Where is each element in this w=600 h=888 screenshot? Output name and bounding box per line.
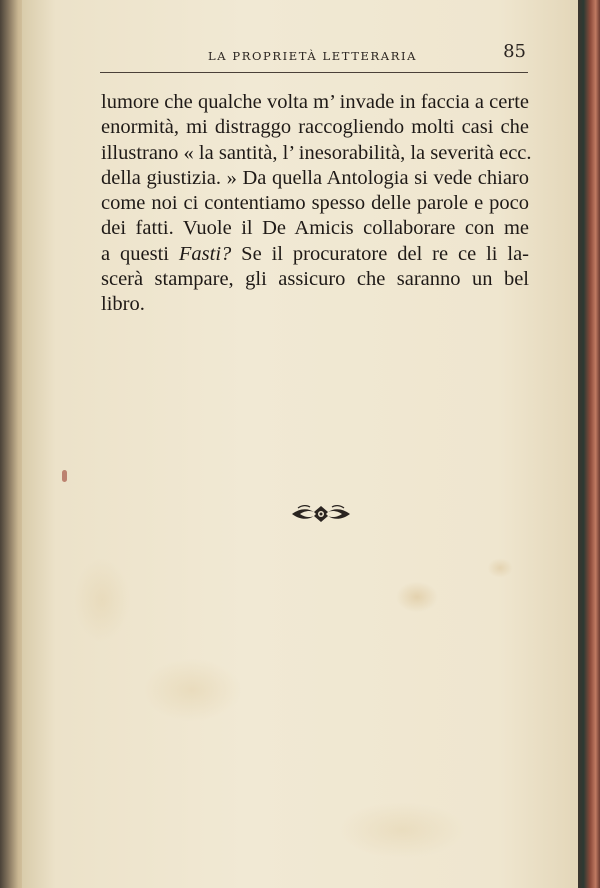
text-line: illustrano « la santità, l’ inesorabilità, la severità ecc. xyxy=(101,141,532,164)
body-paragraph xyxy=(101,90,532,318)
text-line: scerà stampare, gli assicuro che saranno un bel xyxy=(101,268,529,291)
fleuron-ornament-icon xyxy=(290,502,352,526)
running-title: LA PROPRIETÀ LETTERARIA xyxy=(208,49,418,63)
text-line: come noi ci contentiamo spesso delle parole e poco xyxy=(101,192,529,215)
text-segment: Se il procuratore del re ce li la- xyxy=(231,242,529,265)
text-line: enormità, mi distraggo raccogliendo molti casi che xyxy=(101,116,529,139)
text-line: dei fatti. Vuole il De Amicis collaborare con me xyxy=(101,217,529,240)
text-line: libro. xyxy=(101,293,145,316)
italic-title: Fasti? xyxy=(178,242,232,265)
text-line: lumore che qualche volta m’ invade in faccia a certe xyxy=(101,91,529,113)
page-number: 85 xyxy=(503,41,526,62)
ink-spot xyxy=(62,470,67,482)
page-edge xyxy=(578,0,600,888)
text-segment: a questi xyxy=(101,242,179,265)
text-line xyxy=(101,242,529,267)
text-line: della giustizia. » Da quella Antologia si vede chiaro xyxy=(101,166,529,189)
running-header xyxy=(100,38,528,73)
